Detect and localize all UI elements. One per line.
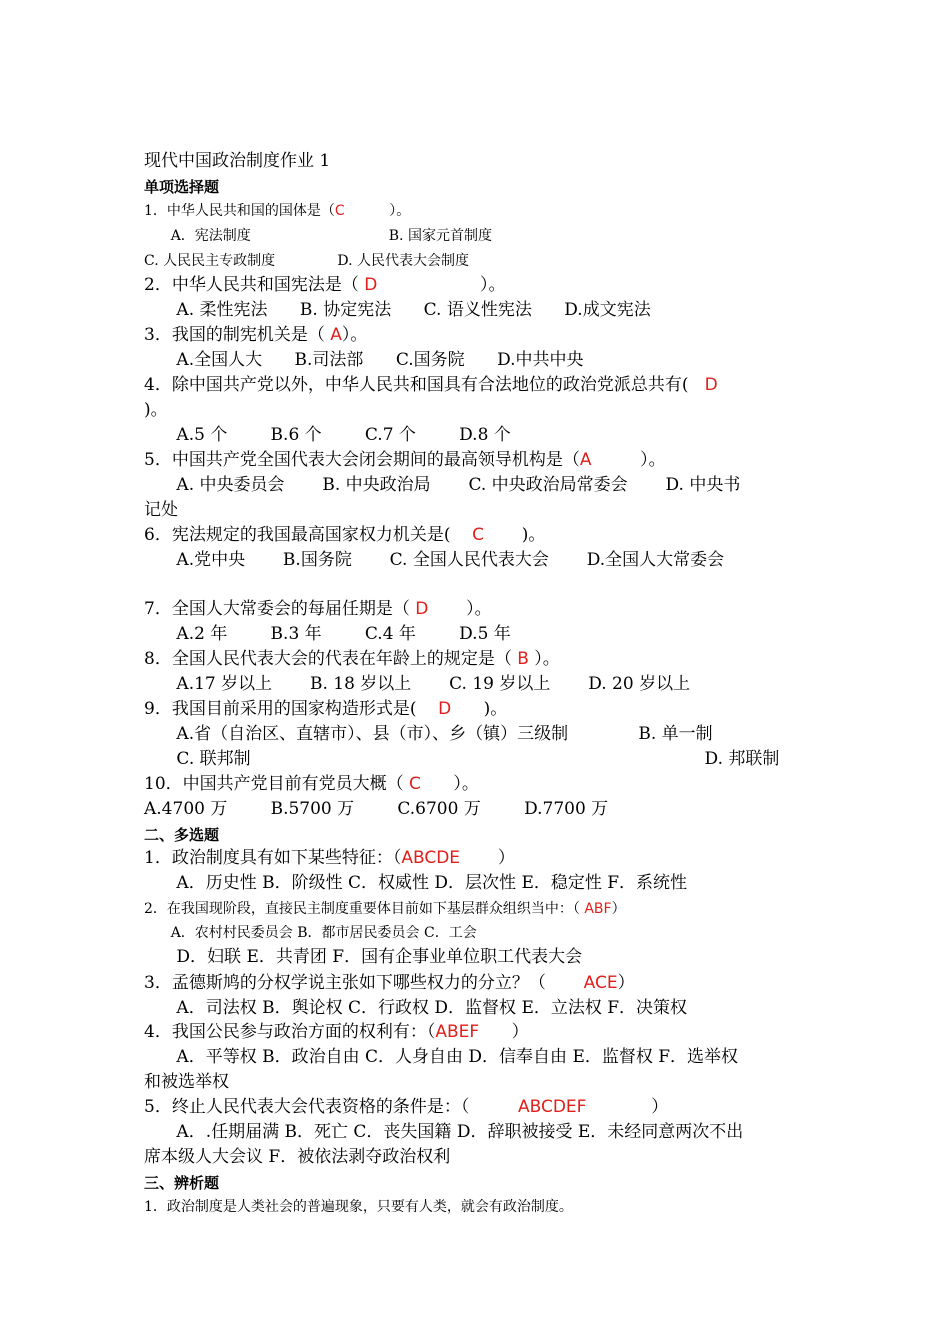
question-5-options: A. 中央委员会 B. 中央政治局 C. 中央政治局常委会 D. 中央书 xyxy=(144,475,741,495)
multi-question-4-continuation: 和被选举权 xyxy=(144,1072,229,1092)
question-6-options: A.党中央 B.国务院 C. 全国人民代表大会 D.全国人大常委会 xyxy=(144,550,725,570)
answer: D xyxy=(438,699,452,719)
question-2-options: A. 柔性宪法 B. 协定宪法 C. 语义性宪法 D.成文宪法 xyxy=(144,300,651,320)
question-3-options: A.全国人大 B.司法部 C.国务院 D.中共中央 xyxy=(144,350,584,370)
answer: ABCDEF xyxy=(517,1097,587,1117)
section-heading-single-choice: 单项选择题 xyxy=(144,178,220,196)
question-1: 1．中华人民共和国的国体是（C ）。 xyxy=(144,203,411,219)
question-1-options-cd: C. 人民民主专政制度 D. 人民代表大会制度 xyxy=(144,253,470,269)
question-6: 6．宪法规定的我国最高国家权力机关是( C )。 xyxy=(144,525,546,545)
multi-question-4-options: A．平等权 B．政治自由 C．人身自由 D．信奉自由 E．监督权 F．选举权 xyxy=(144,1047,739,1067)
question-9-options-cd: C. 联邦制 D. 邦联制 xyxy=(144,749,780,769)
multi-question-2: 2．在我国现阶段，直接民主制度重要体目前如下基层群众组织当中：（ ABF） xyxy=(144,901,626,917)
answer: ABCDE xyxy=(401,848,461,868)
question-9-options-ab: A.省（自治区、直辖市）、县（市）、乡（镇）三级制 B. 单一制 xyxy=(144,724,713,744)
multi-question-2-options-2: D．妇联 E．共青团 F．国有企事业单位职工代表大会 xyxy=(144,947,583,967)
multi-question-2-options-1: A．农村村民委员会 B．都市居民委员会 C．工会 xyxy=(144,925,477,941)
question-2: 2．中华人民共和国宪法是（ D ）。 xyxy=(144,275,506,295)
multi-question-5-options: A．.任期届满 B．死亡 C．丧失国籍 D．辞职被接受 E．未经同意两次不出 xyxy=(144,1122,744,1142)
analysis-question-1: 1．政治制度是人类社会的普遍现象，只要有人类，就会有政治制度。 xyxy=(144,1199,573,1215)
question-8-options: A.17 岁以上 B. 18 岁以上 C. 19 岁以上 D. 20 岁以上 xyxy=(144,674,691,694)
multi-question-3-options: A．司法权 B．舆论权 C．行政权 D．监督权 E．立法权 F．决策权 xyxy=(144,998,688,1018)
answer: ABEF xyxy=(435,1022,480,1042)
section-heading-multi-choice: 二、多选题 xyxy=(144,826,220,844)
answer: C xyxy=(472,525,484,545)
question-10: 10．中国共产党目前有党员大概（ C ）。 xyxy=(144,774,479,794)
answer: ACE xyxy=(583,973,618,993)
question-4-options: A.5 个 B.6 个 C.7 个 D.8 个 xyxy=(144,425,511,445)
question-7-options: A.2 年 B.3 年 C.4 年 D.5 年 xyxy=(144,624,511,644)
question-8: 8．全国人民代表大会的代表在年龄上的规定是（ B ）。 xyxy=(144,649,560,669)
answer: D xyxy=(704,375,718,395)
multi-question-5-continuation: 席本级人大会议 F．被依法剥夺政治权利 xyxy=(144,1147,451,1167)
answer: C xyxy=(334,203,345,219)
section-heading-analysis: 三、辨析题 xyxy=(144,1174,220,1192)
multi-question-1: 1．政治制度具有如下某些特征：（ABCDE ） xyxy=(144,848,515,868)
answer: D xyxy=(364,275,378,295)
question-4-continuation: )。 xyxy=(144,400,168,420)
multi-question-5: 5．终止人民代表大会代表资格的条件是：（ ABCDEF ） xyxy=(144,1097,669,1117)
doc-title: 现代中国政治制度作业 1 xyxy=(144,151,331,171)
answer: B xyxy=(517,649,529,669)
question-4: 4．除中国共产党以外，中华人民共和国具有合法地位的政治党派总共有( D xyxy=(144,375,718,395)
answer: C xyxy=(409,774,421,794)
multi-question-4: 4．我国公民参与政治方面的权利有：（ABEF ） xyxy=(144,1022,529,1042)
answer: A xyxy=(330,325,342,345)
question-9: 9．我国目前采用的国家构造形式是( D )。 xyxy=(144,699,508,719)
multi-question-3: 3．孟德斯鸠的分权学说主张如下哪些权力的分立？（ ACE） xyxy=(144,973,635,993)
answer: A xyxy=(579,450,592,470)
question-3: 3．我国的制宪机关是（ A）。 xyxy=(144,325,368,345)
question-7: 7．全国人大常委会的每届任期是（ D ）。 xyxy=(144,599,492,619)
answer: D xyxy=(415,599,429,619)
answer: ABF xyxy=(584,901,612,917)
multi-question-1-options: A．历史性 B．阶级性 C．权威性 D．层次性 E．稳定性 F．系统性 xyxy=(144,873,688,893)
question-10-options: A.4700 万 B.5700 万 C.6700 万 D.7700 万 xyxy=(144,799,609,819)
question-5-continuation: 记处 xyxy=(144,500,178,520)
question-5: 5．中国共产党全国代表大会闭会期间的最高领导机构是（A ）。 xyxy=(144,450,666,470)
question-1-options-ab: A．宪法制度 B. 国家元首制度 xyxy=(144,228,492,244)
